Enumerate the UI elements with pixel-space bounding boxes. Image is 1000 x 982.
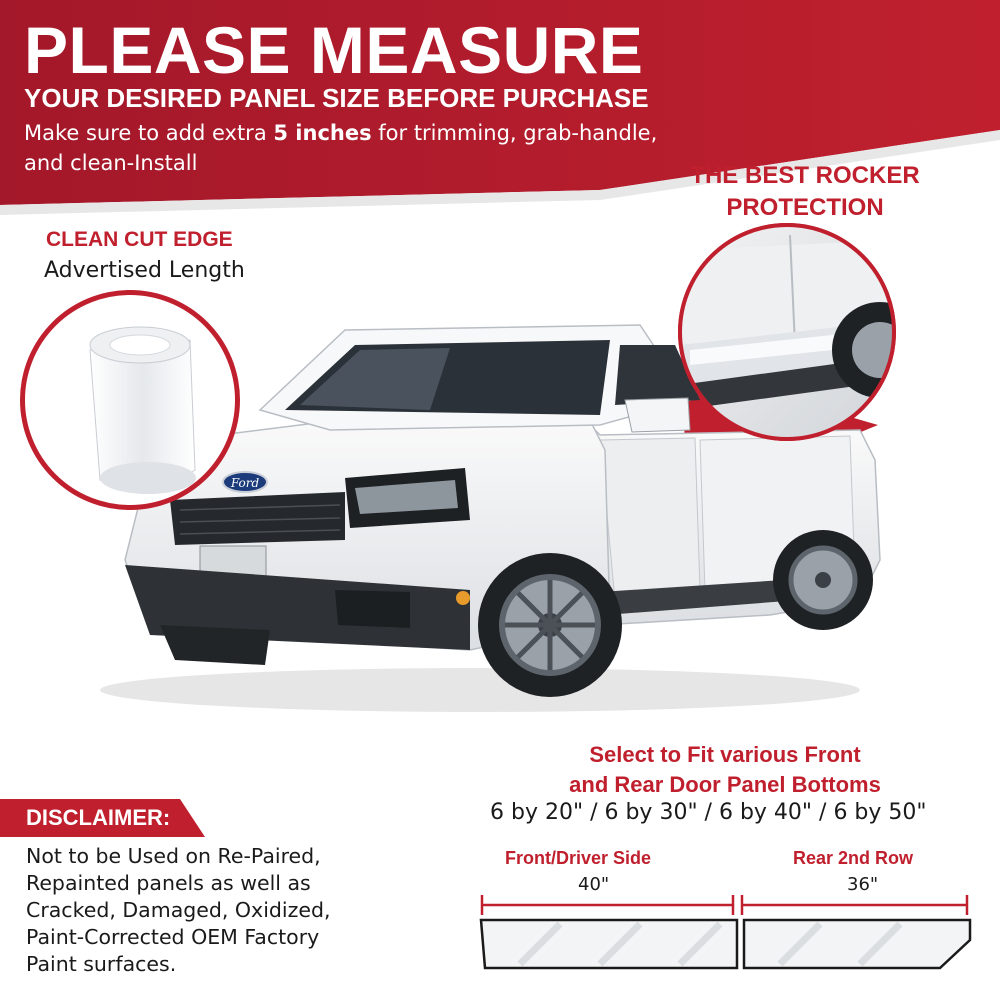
disclaimer-line: Cracked, Damaged, Oxidized, <box>26 898 331 922</box>
rear-panel-length: 36" <box>847 874 879 895</box>
panel-size-diagram <box>481 895 970 968</box>
disclaimer-text <box>26 843 386 978</box>
rocker-callout-line2: PROTECTION <box>726 194 884 221</box>
rocker-protection-callout <box>660 160 950 224</box>
clean-cut-title: CLEAN CUT EDGE <box>46 228 233 251</box>
ford-badge-text: Ford <box>230 476 260 490</box>
disclaimer-line: Paint-Corrected OEM Factory <box>26 925 320 949</box>
disclaimer-line: Not to be Used on Re-Paired, <box>26 844 321 868</box>
size-options-text: 6 by 20" / 6 by 30" / 6 by 40" / 6 by 50" <box>490 800 927 825</box>
page-subtitle: YOUR DESIRED PANEL SIZE BEFORE PURCHASE <box>24 83 649 113</box>
disclaimer-line: Repainted panels as well as <box>26 871 311 895</box>
rear-panel-label: Rear 2nd Row <box>793 848 914 868</box>
page-title: PLEASE MEASURE <box>24 13 644 87</box>
disclaimer-label: DISCLAIMER: <box>26 805 171 830</box>
front-panel-label: Front/Driver Side <box>505 848 652 868</box>
instruction-text-end: for trimming, grab-handle, and clean-Install <box>24 121 658 175</box>
disclaimer-line: Paint surfaces. <box>26 952 177 976</box>
clean-cut-subtitle: Advertised Length <box>44 258 245 283</box>
front-panel-length: 40" <box>578 874 610 895</box>
instruction-text-start: Make sure to add extra <box>24 121 274 145</box>
size-title-line1: Select to Fit various Front <box>589 742 861 767</box>
size-selection-title <box>520 740 930 800</box>
size-title-line2: and Rear Door Panel Bottoms <box>569 772 881 797</box>
rocker-callout-line1: THE BEST ROCKER <box>690 162 920 189</box>
film-roll-view <box>20 290 240 510</box>
instruction-highlight: 5 inches <box>273 121 372 145</box>
